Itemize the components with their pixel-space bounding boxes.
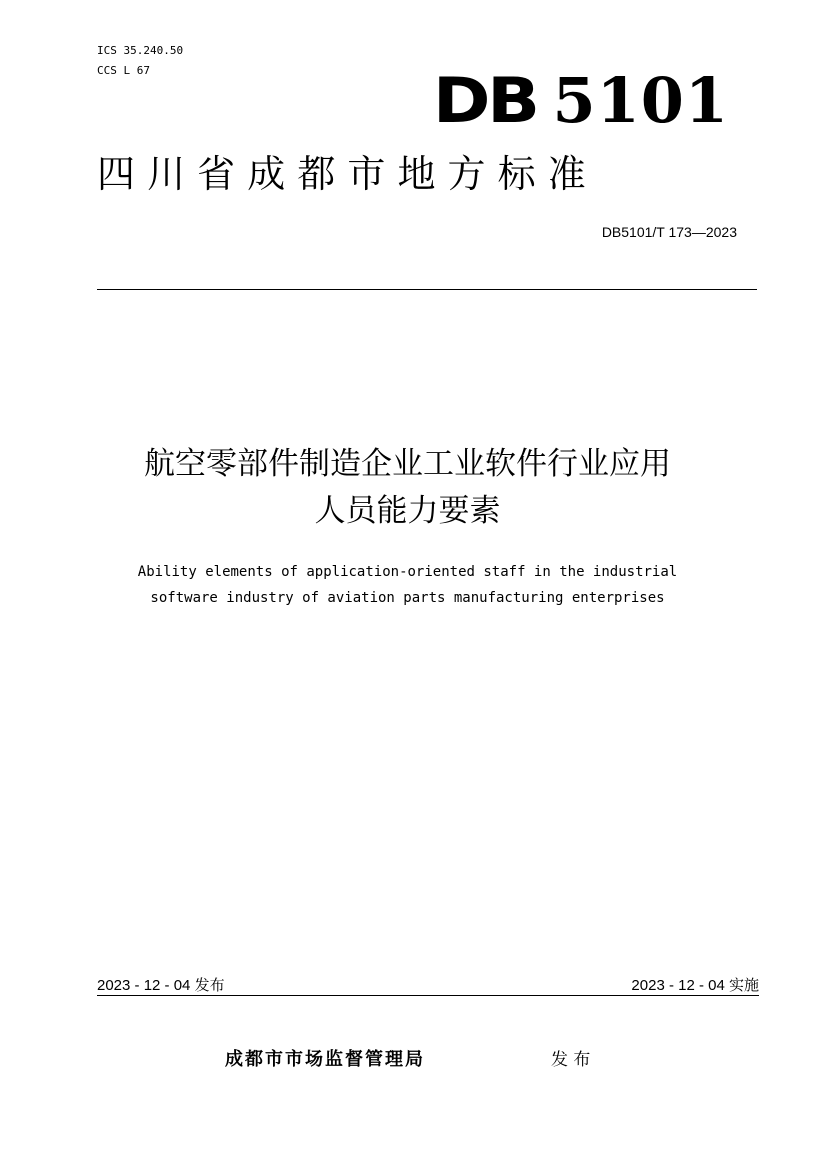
db-region-number: 5101 xyxy=(552,64,729,137)
chinese-title-line-2: 人员能力要素 xyxy=(314,493,501,529)
issue-date: 2023 - 12 - 04 发布 xyxy=(97,977,225,994)
publisher-name: 成都市市场监督管理局 xyxy=(225,1049,425,1070)
ics-code: ICS 35.240.50 xyxy=(97,44,184,57)
chinese-title-line-1: 航空零部件制造企业工业软件行业应用 xyxy=(144,446,671,482)
english-title-line-2: software industry of aviation parts manufacturing enterprises xyxy=(150,590,665,606)
publish-label: 发 布 xyxy=(551,1050,591,1070)
standard-type-name: 四 川 省 成 都 市 地 方 标 准 xyxy=(97,152,586,196)
english-title-line-1: Ability elements of application-oriented staff in the industrial xyxy=(137,564,678,580)
footer-divider xyxy=(97,995,759,996)
implementation-date: 2023 - 12 - 04 实施 xyxy=(631,977,759,994)
db-standard-logo xyxy=(432,64,729,137)
header-divider xyxy=(97,289,757,290)
db-letters: DB xyxy=(432,64,537,137)
standard-code: DB5101/T 173—2023 xyxy=(601,224,737,240)
ccs-code: CCS L 67 xyxy=(97,64,150,77)
